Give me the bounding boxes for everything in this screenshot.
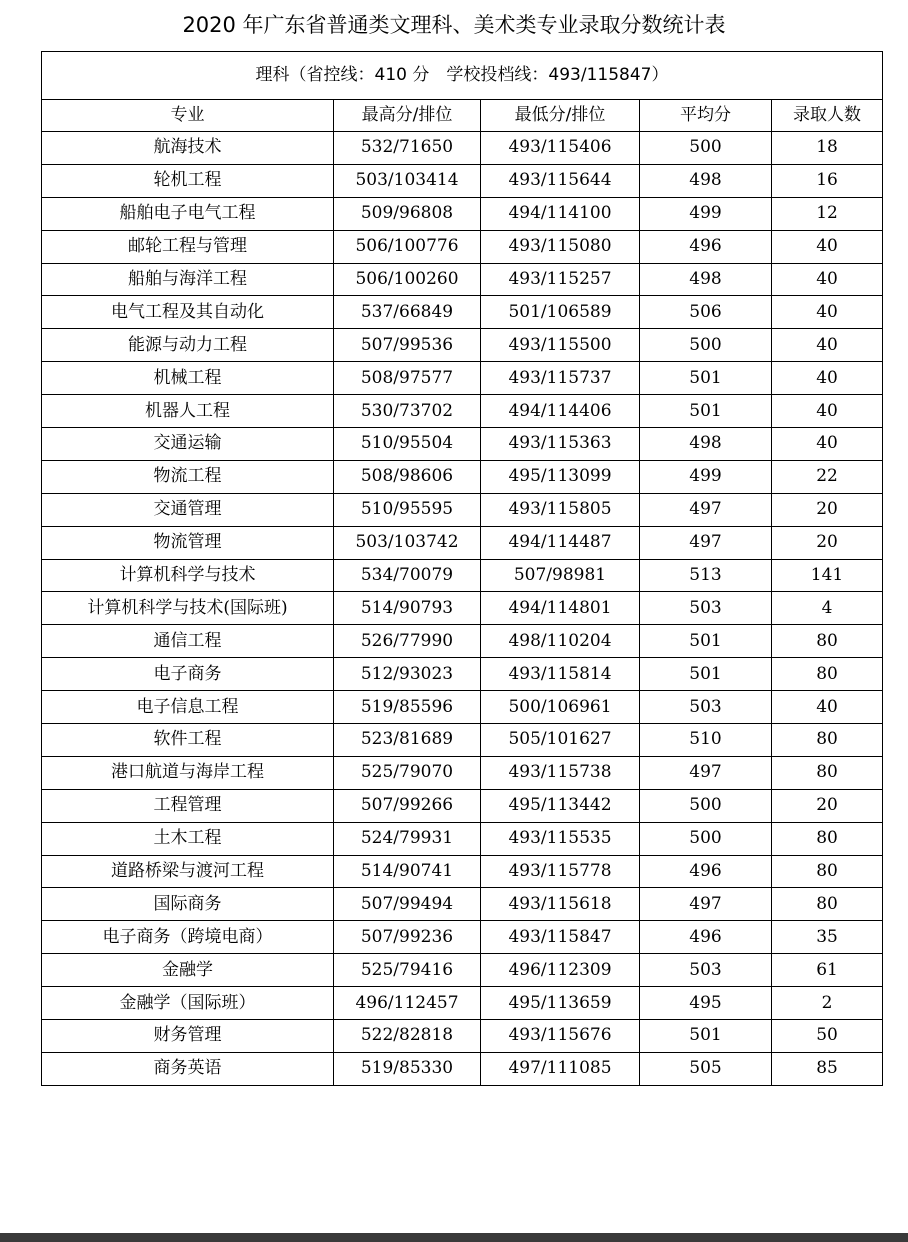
- table-row: [42, 625, 883, 658]
- cell-min-score: 493/115738: [481, 756, 640, 789]
- cell-max-score: 503/103414: [334, 164, 481, 197]
- column-header-max-score: 最高分/排位: [334, 100, 481, 132]
- cell-admitted: 40: [772, 296, 883, 329]
- cell-major: 土木工程: [42, 822, 334, 855]
- cell-major: 邮轮工程与管理: [42, 230, 334, 263]
- cell-major: 船舶电子电气工程: [42, 197, 334, 230]
- cell-admitted: 4: [772, 592, 883, 625]
- cell-admitted: 80: [772, 888, 883, 921]
- cell-max-score: 519/85330: [334, 1052, 481, 1085]
- cell-major: 机械工程: [42, 362, 334, 395]
- table-row: [42, 822, 883, 855]
- cell-avg-score: 503: [640, 954, 772, 987]
- cell-admitted: 85: [772, 1052, 883, 1085]
- banner-row: [42, 52, 883, 100]
- cell-admitted: 40: [772, 395, 883, 428]
- cell-admitted: 61: [772, 954, 883, 987]
- table-row: [42, 1020, 883, 1053]
- cell-max-score: 496/112457: [334, 987, 481, 1020]
- cell-avg-score: 498: [640, 428, 772, 461]
- cell-min-score: 493/115778: [481, 855, 640, 888]
- cell-admitted: 80: [772, 855, 883, 888]
- table-row: [42, 724, 883, 757]
- table-row: [42, 987, 883, 1020]
- cell-major: 金融学: [42, 954, 334, 987]
- cell-min-score: 494/114100: [481, 197, 640, 230]
- table-row: [42, 888, 883, 921]
- cell-major: 机器人工程: [42, 395, 334, 428]
- cell-admitted: 40: [772, 263, 883, 296]
- table-row: [42, 559, 883, 592]
- table-row: [42, 460, 883, 493]
- cell-avg-score: 497: [640, 526, 772, 559]
- bottom-bar: [0, 1233, 908, 1242]
- table-row: [42, 855, 883, 888]
- column-header-min-score: 最低分/排位: [481, 100, 640, 132]
- table-row: [42, 921, 883, 954]
- cell-major: 船舶与海洋工程: [42, 263, 334, 296]
- cell-major: 港口航道与海岸工程: [42, 756, 334, 789]
- cell-major: 工程管理: [42, 789, 334, 822]
- cell-max-score: 507/99266: [334, 789, 481, 822]
- cell-max-score: 507/99236: [334, 921, 481, 954]
- cell-max-score: 532/71650: [334, 132, 481, 165]
- cell-admitted: 80: [772, 625, 883, 658]
- cell-min-score: 493/115805: [481, 493, 640, 526]
- table-row: [42, 954, 883, 987]
- cell-admitted: 40: [772, 428, 883, 461]
- cell-min-score: 493/115080: [481, 230, 640, 263]
- page-title: 2020 年广东省普通类文理科、美术类专业录取分数统计表: [182, 13, 726, 37]
- table-row: [42, 526, 883, 559]
- cell-max-score: 510/95595: [334, 493, 481, 526]
- table-row: [42, 296, 883, 329]
- cell-max-score: 503/103742: [334, 526, 481, 559]
- cell-avg-score: 503: [640, 592, 772, 625]
- cell-avg-score: 499: [640, 197, 772, 230]
- cell-min-score: 494/114406: [481, 395, 640, 428]
- cell-max-score: 525/79416: [334, 954, 481, 987]
- cell-admitted: 80: [772, 658, 883, 691]
- cell-avg-score: 498: [640, 164, 772, 197]
- cell-major: 计算机科学与技术: [42, 559, 334, 592]
- cell-max-score: 530/73702: [334, 395, 481, 428]
- cell-major: 计算机科学与技术(国际班): [42, 592, 334, 625]
- cell-avg-score: 505: [640, 1052, 772, 1085]
- cell-min-score: 493/115535: [481, 822, 640, 855]
- cell-major: 物流工程: [42, 460, 334, 493]
- cell-avg-score: 510: [640, 724, 772, 757]
- cell-min-score: 493/115847: [481, 921, 640, 954]
- cell-admitted: 2: [772, 987, 883, 1020]
- cell-avg-score: 503: [640, 691, 772, 724]
- cell-max-score: 506/100260: [334, 263, 481, 296]
- cell-avg-score: 501: [640, 625, 772, 658]
- table-row: [42, 230, 883, 263]
- cell-major: 通信工程: [42, 625, 334, 658]
- cell-major: 电子商务: [42, 658, 334, 691]
- cell-avg-score: 501: [640, 658, 772, 691]
- table-row: [42, 263, 883, 296]
- cell-major: 轮机工程: [42, 164, 334, 197]
- banner-text: 理科（省控线：410 分 学校投档线：493/115847）: [42, 52, 883, 100]
- cell-avg-score: 496: [640, 855, 772, 888]
- cell-major: 商务英语: [42, 1052, 334, 1085]
- cell-max-score: 522/82818: [334, 1020, 481, 1053]
- column-header-major: 专业: [42, 100, 334, 132]
- cell-major: 电子信息工程: [42, 691, 334, 724]
- cell-major: 物流管理: [42, 526, 334, 559]
- cell-admitted: 40: [772, 230, 883, 263]
- cell-major: 软件工程: [42, 724, 334, 757]
- cell-avg-score: 498: [640, 263, 772, 296]
- cell-admitted: 18: [772, 132, 883, 165]
- cell-max-score: 510/95504: [334, 428, 481, 461]
- cell-min-score: 498/110204: [481, 625, 640, 658]
- cell-min-score: 493/115257: [481, 263, 640, 296]
- cell-major: 金融学（国际班）: [42, 987, 334, 1020]
- cell-max-score: 537/66849: [334, 296, 481, 329]
- table-row: [42, 756, 883, 789]
- table-row: [42, 395, 883, 428]
- table-row: [42, 164, 883, 197]
- cell-max-score: 507/99494: [334, 888, 481, 921]
- table-row: [42, 789, 883, 822]
- cell-max-score: 507/99536: [334, 329, 481, 362]
- table-row: [42, 691, 883, 724]
- cell-avg-score: 501: [640, 1020, 772, 1053]
- column-header-admitted: 录取人数: [772, 100, 883, 132]
- cell-max-score: 525/79070: [334, 756, 481, 789]
- cell-avg-score: 497: [640, 756, 772, 789]
- cell-max-score: 506/100776: [334, 230, 481, 263]
- cell-avg-score: 513: [640, 559, 772, 592]
- cell-min-score: 493/115814: [481, 658, 640, 691]
- cell-min-score: 505/101627: [481, 724, 640, 757]
- table-row: [42, 1052, 883, 1085]
- cell-admitted: 20: [772, 789, 883, 822]
- cell-max-score: 509/96808: [334, 197, 481, 230]
- cell-avg-score: 500: [640, 329, 772, 362]
- cell-max-score: 534/70079: [334, 559, 481, 592]
- cell-min-score: 507/98981: [481, 559, 640, 592]
- cell-min-score: 493/115737: [481, 362, 640, 395]
- cell-avg-score: 501: [640, 362, 772, 395]
- header-row: [42, 100, 883, 132]
- cell-avg-score: 499: [640, 460, 772, 493]
- cell-min-score: 497/111085: [481, 1052, 640, 1085]
- cell-major: 国际商务: [42, 888, 334, 921]
- cell-min-score: 495/113442: [481, 789, 640, 822]
- cell-min-score: 493/115363: [481, 428, 640, 461]
- table-row: [42, 592, 883, 625]
- cell-admitted: 80: [772, 822, 883, 855]
- cell-avg-score: 495: [640, 987, 772, 1020]
- cell-max-score: 508/98606: [334, 460, 481, 493]
- table-row: [42, 132, 883, 165]
- cell-min-score: 501/106589: [481, 296, 640, 329]
- cell-min-score: 493/115676: [481, 1020, 640, 1053]
- cell-min-score: 493/115618: [481, 888, 640, 921]
- cell-max-score: 519/85596: [334, 691, 481, 724]
- cell-major: 电子商务（跨境电商）: [42, 921, 334, 954]
- cell-admitted: 16: [772, 164, 883, 197]
- cell-max-score: 508/97577: [334, 362, 481, 395]
- cell-max-score: 526/77990: [334, 625, 481, 658]
- cell-avg-score: 497: [640, 493, 772, 526]
- cell-admitted: 35: [772, 921, 883, 954]
- cell-major: 电气工程及其自动化: [42, 296, 334, 329]
- cell-min-score: 493/115500: [481, 329, 640, 362]
- cell-major: 交通运输: [42, 428, 334, 461]
- cell-admitted: 12: [772, 197, 883, 230]
- cell-min-score: 493/115406: [481, 132, 640, 165]
- cell-admitted: 50: [772, 1020, 883, 1053]
- cell-admitted: 80: [772, 724, 883, 757]
- cell-admitted: 40: [772, 691, 883, 724]
- score-table: [41, 51, 883, 1086]
- cell-max-score: 512/93023: [334, 658, 481, 691]
- cell-min-score: 496/112309: [481, 954, 640, 987]
- table-row: [42, 362, 883, 395]
- cell-avg-score: 500: [640, 789, 772, 822]
- cell-avg-score: 500: [640, 132, 772, 165]
- cell-admitted: 20: [772, 526, 883, 559]
- cell-avg-score: 496: [640, 921, 772, 954]
- cell-avg-score: 506: [640, 296, 772, 329]
- cell-major: 交通管理: [42, 493, 334, 526]
- cell-admitted: 20: [772, 493, 883, 526]
- table-row: [42, 329, 883, 362]
- cell-min-score: 494/114487: [481, 526, 640, 559]
- cell-major: 能源与动力工程: [42, 329, 334, 362]
- cell-min-score: 495/113659: [481, 987, 640, 1020]
- cell-max-score: 524/79931: [334, 822, 481, 855]
- cell-max-score: 523/81689: [334, 724, 481, 757]
- cell-avg-score: 497: [640, 888, 772, 921]
- cell-admitted: 80: [772, 756, 883, 789]
- cell-admitted: 141: [772, 559, 883, 592]
- table-row: [42, 658, 883, 691]
- table-row: [42, 428, 883, 461]
- cell-min-score: 494/114801: [481, 592, 640, 625]
- cell-avg-score: 496: [640, 230, 772, 263]
- cell-major: 航海技术: [42, 132, 334, 165]
- cell-avg-score: 500: [640, 822, 772, 855]
- cell-admitted: 40: [772, 329, 883, 362]
- cell-min-score: 493/115644: [481, 164, 640, 197]
- table-row: [42, 197, 883, 230]
- cell-major: 道路桥梁与渡河工程: [42, 855, 334, 888]
- column-header-avg-score: 平均分: [640, 100, 772, 132]
- cell-max-score: 514/90793: [334, 592, 481, 625]
- table-row: [42, 493, 883, 526]
- cell-major: 财务管理: [42, 1020, 334, 1053]
- cell-min-score: 500/106961: [481, 691, 640, 724]
- cell-max-score: 514/90741: [334, 855, 481, 888]
- cell-min-score: 495/113099: [481, 460, 640, 493]
- cell-admitted: 40: [772, 362, 883, 395]
- cell-admitted: 22: [772, 460, 883, 493]
- cell-avg-score: 501: [640, 395, 772, 428]
